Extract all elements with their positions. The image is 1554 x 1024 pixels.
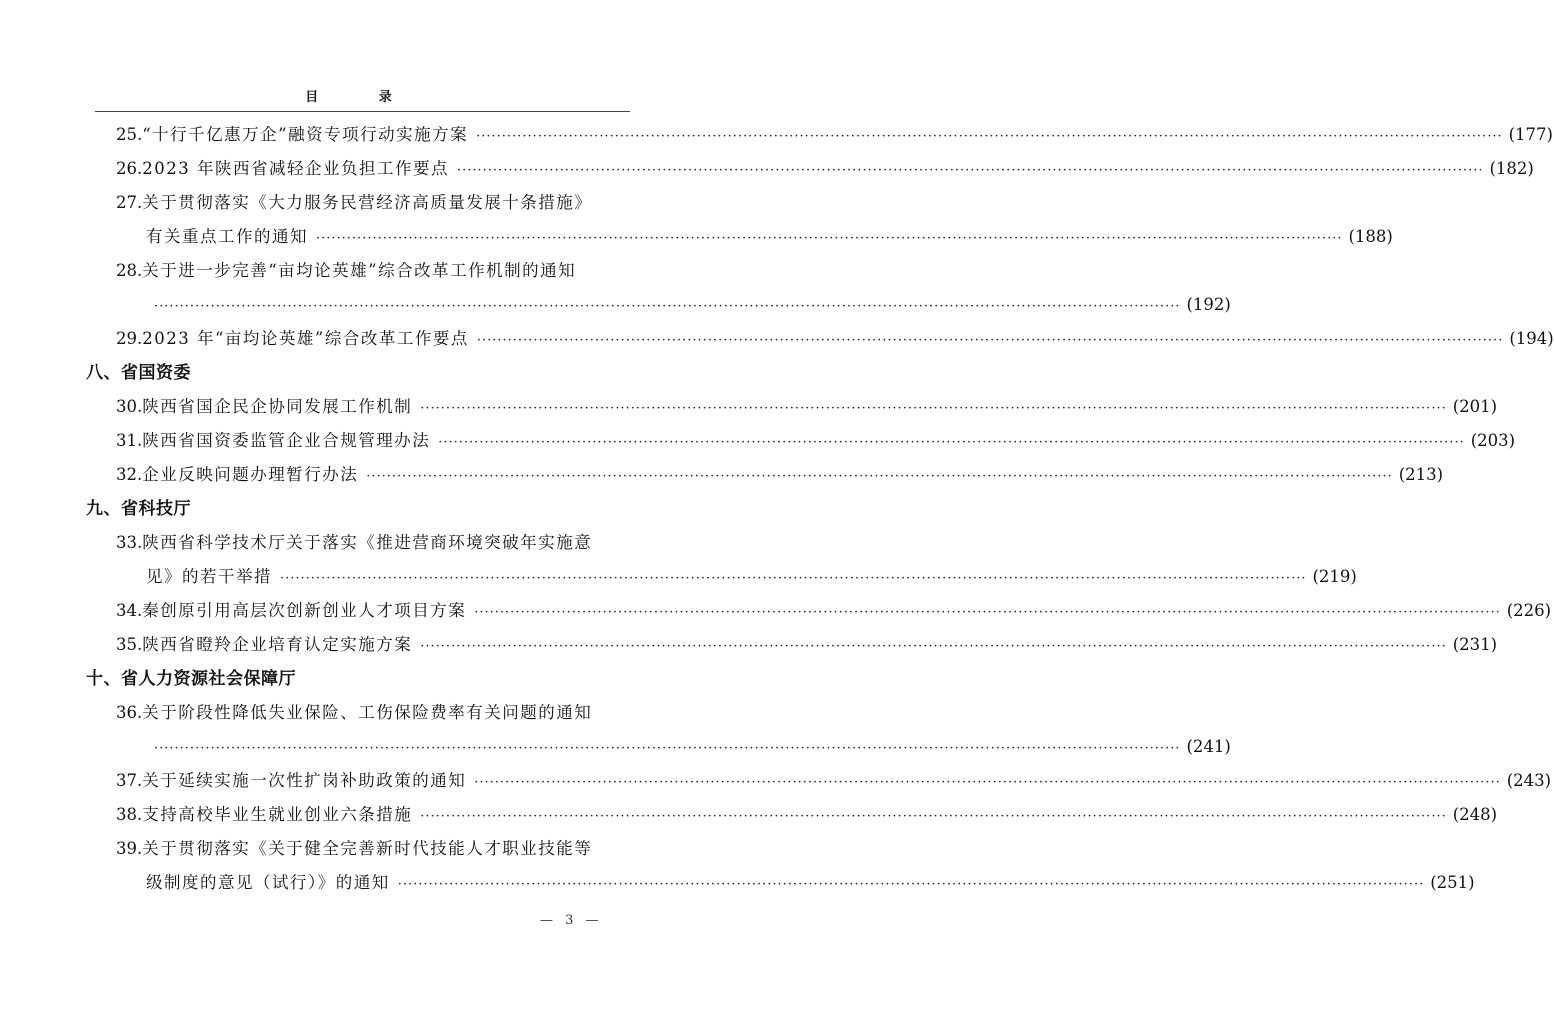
toc-entry-row: [116, 696, 630, 730]
page-number: — 3 —: [540, 913, 603, 928]
toc-entry-page: (243): [1506, 771, 1552, 790]
toc-entry: [0, 186, 724, 220]
toc-leader-dots: ········································································································································································································: [476, 129, 1503, 144]
toc-entry-row: [116, 832, 630, 866]
toc-leader-dots: ········································································································································································································: [420, 401, 1447, 416]
toc-entry-number: 29.: [116, 329, 143, 348]
toc-entry-number: 32.: [116, 465, 143, 484]
section-title: 八、省国资委: [86, 363, 191, 383]
toc-entry-number: 33.: [116, 533, 143, 552]
toc-entry-number: 31.: [116, 431, 143, 450]
toc-entry: [0, 390, 1498, 424]
toc-entry-row: [116, 322, 1554, 358]
toc-entry-title: 级制度的意见（试行）》的通知: [146, 873, 390, 892]
toc-entry-row: [116, 526, 630, 560]
toc-leader-dots: ········································································································································································································: [154, 741, 1181, 756]
toc-entry-row: [146, 220, 1393, 256]
toc-leader-dots: ········································································································································································································: [420, 809, 1447, 824]
toc-entry-row: [146, 866, 1475, 902]
toc-entry: [0, 628, 1498, 662]
toc-entry-page: (231): [1452, 635, 1498, 654]
toc-entry-row: [116, 798, 1498, 834]
toc-section-heading: [0, 356, 724, 390]
toc-entry-title: 关于贯彻落实《大力服务民营经济高质量发展十条措施》: [142, 193, 593, 212]
page-header-title: 目 录: [305, 90, 420, 105]
toc-entry-page: (192): [1186, 295, 1231, 314]
toc-entry-title: “十行千亿惠万企”融资专项行动实施方案: [142, 125, 469, 144]
toc-leader-dots: ········································································································································································································: [438, 435, 1465, 450]
toc-entry-page: (177): [1508, 125, 1553, 144]
toc-entry-page: (251): [1430, 873, 1475, 892]
toc-entry: [0, 254, 724, 288]
toc-leader-dots: ········································································································································································································: [457, 163, 1484, 178]
toc-entry: [0, 458, 1444, 492]
toc-entry-row: [116, 628, 1498, 664]
toc-entry-title: 陕西省国资委监管企业合规管理办法: [142, 431, 431, 450]
section-title: 十、省人力资源社会保障厅: [86, 669, 296, 689]
toc-entry-title: 支持高校毕业生就业创业六条措施: [142, 805, 413, 824]
toc-entry-page: (203): [1470, 431, 1516, 450]
toc-entry-page: (182): [1489, 159, 1534, 178]
toc-entry-number: 37.: [116, 771, 143, 790]
toc-entry: [0, 322, 1554, 356]
toc-entry-page: (188): [1348, 227, 1393, 246]
toc-entry-row: [116, 424, 1516, 460]
toc-entry: [0, 866, 1475, 900]
toc-entry-row: [146, 560, 1357, 596]
toc-entry-page: (194): [1509, 329, 1554, 348]
toc-entry-title: 见》的若干举措: [146, 567, 272, 586]
toc-entry-page: (248): [1452, 805, 1498, 824]
toc-entry-number: 26.: [116, 159, 143, 178]
toc-entry-row: [116, 764, 1552, 800]
toc-entry: [0, 424, 1516, 458]
toc-entry: [0, 730, 1231, 764]
toc-leader-dots: ········································································································································································································: [280, 571, 1307, 586]
toc-entry-title: 2023 年陕西省减轻企业负担工作要点: [142, 159, 449, 178]
toc-entry: [0, 696, 724, 730]
toc-entry: [0, 832, 724, 866]
toc-entry: [0, 526, 724, 560]
toc-leader-dots: ········································································································································································································: [316, 231, 1343, 246]
toc-entry: [0, 118, 1553, 152]
toc-entry-row: [116, 118, 1553, 154]
toc-leader-dots: ········································································································································································································: [366, 469, 1393, 484]
toc-entry-row: [116, 152, 1534, 188]
header-rule: [95, 111, 630, 112]
toc-entry: [0, 798, 1498, 832]
toc-entry: [0, 560, 1357, 594]
toc-entry-number: 38.: [116, 805, 143, 824]
toc-entry-number: 28.: [116, 261, 143, 280]
toc-leader-dots: ········································································································································································································: [476, 333, 1504, 348]
toc-entry-row: [116, 594, 1552, 630]
toc-entry-title: 陕西省国企民企协同发展工作机制: [142, 397, 413, 416]
table-of-contents: [0, 118, 1554, 900]
toc-entry-number: 35.: [116, 635, 143, 654]
toc-entry-row: [116, 390, 1498, 426]
toc-entry-title: 陕西省瞪羚企业培育认定实施方案: [142, 635, 413, 654]
toc-entry-row: [116, 254, 630, 288]
toc-entry-title: 关于延续实施一次性扩岗补助政策的通知: [142, 771, 467, 790]
toc-leader-dots: ········································································································································································································: [474, 775, 1501, 790]
toc-entry: [0, 594, 1552, 628]
toc-entry-number: 34.: [116, 601, 143, 620]
toc-entry-row: [116, 186, 630, 220]
toc-entry-page: (201): [1452, 397, 1498, 416]
toc-entry-row: [146, 730, 1231, 766]
toc-leader-dots: ········································································································································································································: [397, 877, 1425, 892]
toc-entry-title: 有关重点工作的通知: [146, 227, 308, 246]
toc-entry-number: 30.: [116, 397, 143, 416]
toc-leader-dots: ········································································································································································································: [474, 605, 1501, 620]
toc-entry-title: 关于贯彻落实《关于健全完善新时代技能人才职业技能等: [142, 839, 593, 858]
toc-entry: [0, 764, 1552, 798]
toc-section-heading: [0, 492, 724, 526]
toc-entry-page: (226): [1506, 601, 1552, 620]
toc-entry-row: [116, 458, 1444, 494]
toc-entry-page: (241): [1186, 737, 1231, 756]
toc-entry-title: 秦创原引用高层次创新创业人才项目方案: [142, 601, 467, 620]
toc-entry-title: 2023 年“亩均论英雄”综合改革工作要点: [142, 329, 469, 348]
toc-entry-number: 27.: [116, 193, 143, 212]
toc-entry: [0, 152, 1534, 186]
toc-entry-page: (213): [1398, 465, 1444, 484]
toc-entry-title: 企业反映问题办理暂行办法: [142, 465, 359, 484]
toc-leader-dots: ········································································································································································································: [154, 299, 1181, 314]
toc-entry-row: [146, 288, 1231, 324]
toc-entry-page: (219): [1312, 567, 1357, 586]
toc-entry-title: 关于阶段性降低失业保险、工伤保险费率有关问题的通知: [142, 703, 593, 722]
toc-section-heading: [0, 662, 724, 696]
toc-entry-number: 25.: [116, 125, 143, 144]
toc-leader-dots: ········································································································································································································: [420, 639, 1447, 654]
toc-entry: [0, 288, 1231, 322]
toc-entry-title: 关于进一步完善“亩均论英雄”综合改革工作机制的通知: [142, 261, 577, 280]
toc-entry-number: 39.: [116, 839, 143, 858]
toc-entry-title: 陕西省科学技术厅关于落实《推进营商环境突破年实施意: [142, 533, 593, 552]
toc-entry-number: 36.: [116, 703, 143, 722]
section-title: 九、省科技厅: [86, 499, 191, 519]
toc-entry: [0, 220, 1393, 254]
